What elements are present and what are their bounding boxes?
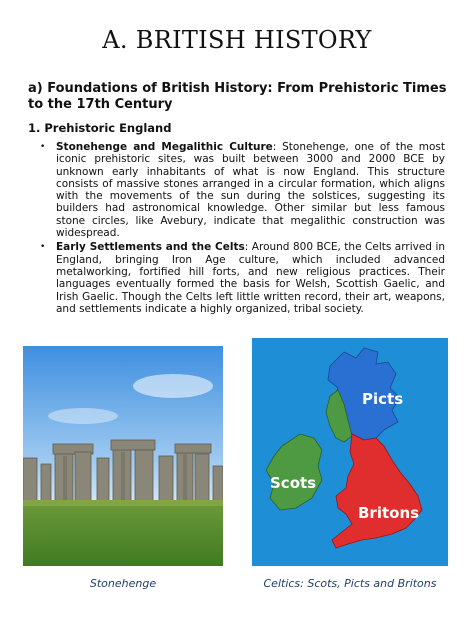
bullet-text: : Stonehenge, one of the most iconic prehistoric sites, was built between 3000 and 2000 BCE by unknown early inhabitants of what is now England. This structure consists of massive stones arranged in a circular formation, which aligns with the movements of the sun during the solstices, suggesting its builders had astronomical knowledge. Other similar but less famous stone circles, like Avebury, indicate that megalithic construction was widespread. <box>56 141 446 240</box>
section-heading: a) Foundations of British History: From Prehistoric Times to the 17th Century <box>28 81 447 112</box>
bullet-term: Stonehenge and Megalithic Culture <box>56 141 273 153</box>
map-caption: Celtics: Scots, Picts and Britons <box>263 577 437 590</box>
bullet-icon: • <box>40 242 46 253</box>
stonehenge-photo <box>23 346 223 566</box>
bullet-icon: • <box>40 142 46 152</box>
celtic-tribes-map <box>252 338 448 566</box>
photo-caption: Stonehenge <box>89 577 157 590</box>
bullet-list <box>40 141 445 317</box>
britons-label: Britons <box>358 504 420 522</box>
bullet-text: : Around 800 BCE, the Celts arrived in England, bringing Iron Age culture, which included advanced metalworking, fortified hill forts, and new religious practices. Their languages eventually formed the basis for Welsh, Scottish Gaelic, and Irish Gaelic. Though the Celts left little written record, their art, weapons, and settlements indicate a highly organized, tribal society. <box>56 241 446 315</box>
list-item <box>40 241 445 315</box>
picts-label: Picts <box>362 390 404 408</box>
page-title: A. BRITISH HISTORY <box>102 26 372 54</box>
subsection-heading: 1. Prehistoric England <box>28 121 172 135</box>
list-item <box>40 141 445 239</box>
scots-label: Scots <box>270 474 317 492</box>
bullet-term: Early Settlements and the Celts <box>56 241 245 254</box>
